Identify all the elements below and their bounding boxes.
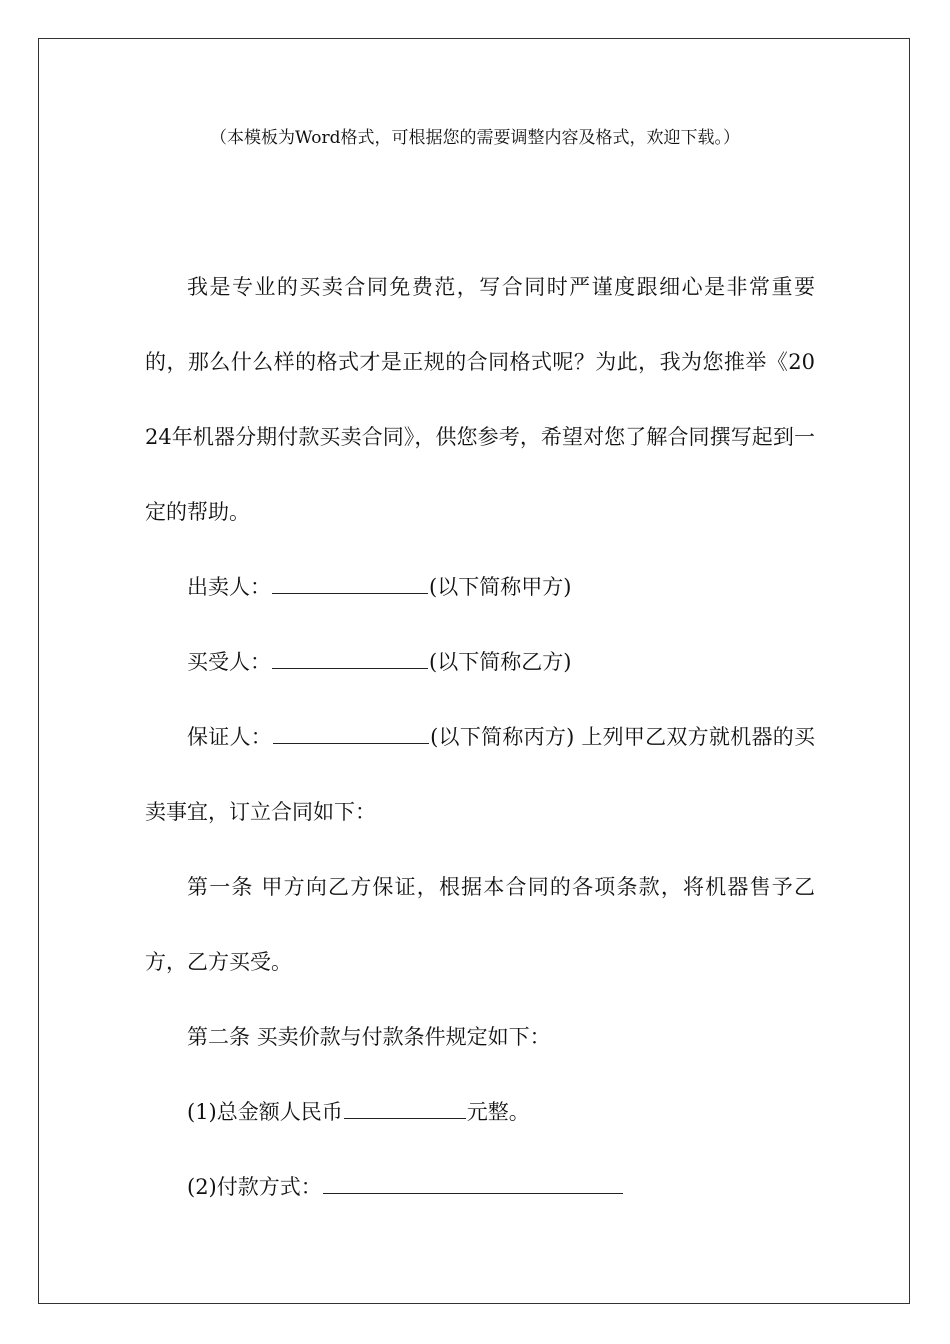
template-note: （本模板为Word格式，可根据您的需要调整内容及格式，欢迎下载。） xyxy=(209,128,741,148)
payment-method-label: (2)付款方式： xyxy=(187,1175,322,1199)
payment-item-1 xyxy=(145,1075,815,1150)
buyer-label: 买受人： xyxy=(187,650,271,674)
total-amount-suffix: 元整。 xyxy=(466,1100,530,1124)
total-amount-blank[interactable] xyxy=(344,1117,466,1119)
seller-blank[interactable] xyxy=(272,592,428,594)
seller-line xyxy=(145,550,815,625)
document-body xyxy=(145,250,815,1225)
seller-label: 出卖人： xyxy=(187,575,271,599)
guarantor-label: 保证人： xyxy=(187,725,273,749)
buyer-line xyxy=(145,625,815,700)
buyer-suffix: (以下简称乙方) xyxy=(429,650,572,674)
article-2: 第二条 买卖价款与付款条件规定如下： xyxy=(187,1025,551,1049)
total-amount-label: (1)总金额人民币 xyxy=(187,1100,343,1124)
guarantor-blank[interactable] xyxy=(273,742,429,744)
guarantor-line xyxy=(145,700,815,850)
seller-suffix: (以下简称甲方) xyxy=(429,575,572,599)
payment-item-2 xyxy=(145,1150,815,1225)
payment-method-blank[interactable] xyxy=(323,1192,623,1194)
buyer-blank[interactable] xyxy=(272,667,428,669)
article-1: 第一条 甲方向乙方保证，根据本合同的各项条款，将机器售予乙方，乙方买受。 xyxy=(145,875,815,974)
intro-paragraph: 我是专业的买卖合同免费范，写合同时严谨度跟细心是非常重要的，那么什么样的格式才是正规的合同格式呢？为此，我为您推举《2024年机器分期付款买卖合同》，供您参考，希望对您了解合同撰写起到一定的帮助。 xyxy=(145,275,815,524)
guarantor-suffix: (以下简称丙方) 上列甲乙双方就机器的买卖事宜，订立合同如下： xyxy=(145,725,816,824)
